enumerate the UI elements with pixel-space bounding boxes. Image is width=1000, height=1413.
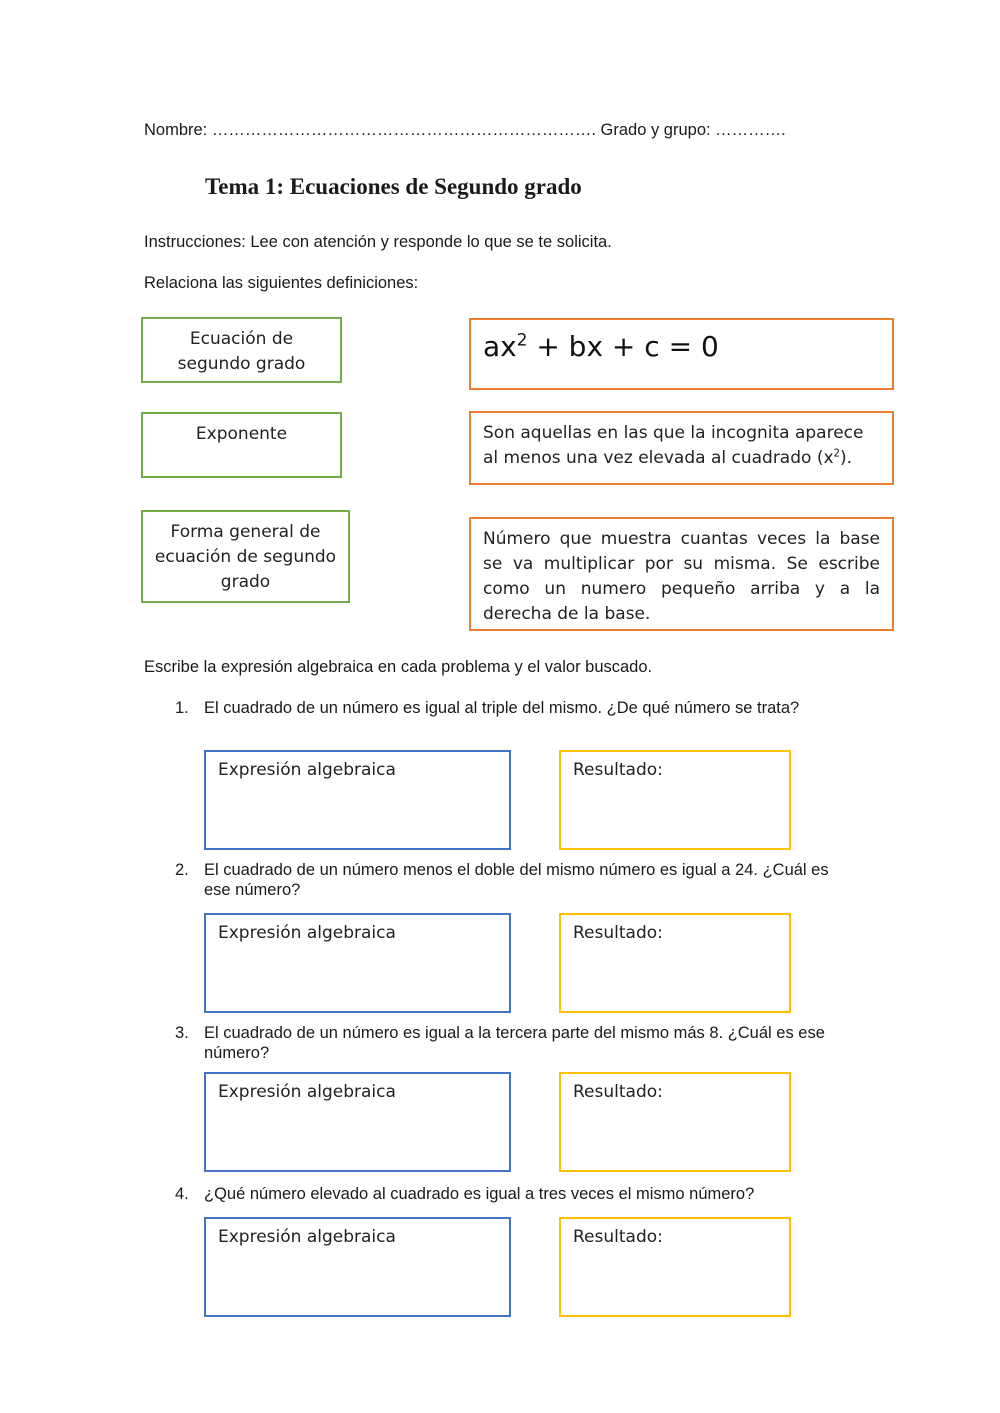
- result-label: Resultado:: [573, 1227, 663, 1247]
- expression-label: Expresión algebraica: [218, 760, 396, 780]
- problem-text: ¿Qué número elevado al cuadrado es igual a tres veces el mismo número?: [204, 1185, 755, 1203]
- definition-text: Número que muestra cuantas veces la base se va multiplicar por su misma. Se escribe como un numero pequeño arriba y a la derecha de la base.: [483, 529, 880, 624]
- matching-prompt: Relaciona las siguientes definiciones:: [144, 274, 419, 292]
- definition-box-quadratic[interactable]: [469, 411, 894, 485]
- result-label: Resultado:: [573, 760, 663, 780]
- term-label: Forma general de ecuación de segundo grado: [154, 522, 337, 592]
- problem-text: El cuadrado de un número es igual al triple del mismo. ¿De qué número se trata?: [204, 699, 800, 717]
- result-answer-box[interactable]: [559, 1217, 791, 1317]
- problem-text: El cuadrado de un número es igual a la tercera parte del mismo más 8. ¿Cuál es ese número?: [204, 1024, 825, 1062]
- problem-number: 1.: [175, 699, 189, 717]
- definition-box-exponent[interactable]: [469, 517, 894, 631]
- term-box-quadratic-equation[interactable]: [141, 317, 342, 383]
- name-grade-line: Nombre: ……………………………………………………………. Grado y grupo: ………….: [144, 121, 786, 139]
- result-answer-box[interactable]: [559, 1072, 791, 1172]
- expression-label: Expresión algebraica: [218, 1082, 396, 1102]
- result-label: Resultado:: [573, 1082, 663, 1102]
- problems-prompt: Escribe la expresión algebraica en cada problema y el valor buscado.: [144, 658, 653, 676]
- expression-label: Expresión algebraica: [218, 1227, 396, 1247]
- result-label: Resultado:: [573, 923, 663, 943]
- result-answer-box[interactable]: [559, 913, 791, 1013]
- definition-text: Son aquellas en las que la incognita aparece al menos una vez elevada al cuadrado (x: [483, 423, 864, 468]
- term-box-exponent[interactable]: [141, 412, 342, 478]
- instructions: Instrucciones: Lee con atención y responde lo que se te solicita.: [144, 233, 612, 251]
- problem-text: El cuadrado de un número menos el doble del mismo número es igual a 24. ¿Cuál es ese número?: [204, 861, 829, 899]
- problem-number: 4.: [175, 1185, 189, 1203]
- formula-exponent: 2: [516, 329, 528, 350]
- formula-rest: + bx + c = 0: [527, 330, 719, 363]
- result-answer-box[interactable]: [559, 750, 791, 850]
- term-label: Exponente: [195, 424, 288, 444]
- definition-box-formula[interactable]: [469, 318, 894, 390]
- term-box-general-form[interactable]: [141, 510, 350, 603]
- expression-answer-box[interactable]: [204, 913, 511, 1013]
- expression-label: Expresión algebraica: [218, 923, 396, 943]
- formula-base: ax: [483, 330, 517, 363]
- term-label: Ecuación de segundo grado: [177, 329, 306, 374]
- expression-answer-box[interactable]: [204, 750, 511, 850]
- problem-number: 2.: [175, 861, 189, 879]
- expression-answer-box[interactable]: [204, 1217, 511, 1317]
- expression-answer-box[interactable]: [204, 1072, 511, 1172]
- problem-number: 3.: [175, 1024, 189, 1042]
- definition-exponent: 2: [833, 448, 841, 460]
- definition-end: ).: [840, 448, 853, 468]
- page-title: Tema 1: Ecuaciones de Segundo grado: [205, 174, 582, 199]
